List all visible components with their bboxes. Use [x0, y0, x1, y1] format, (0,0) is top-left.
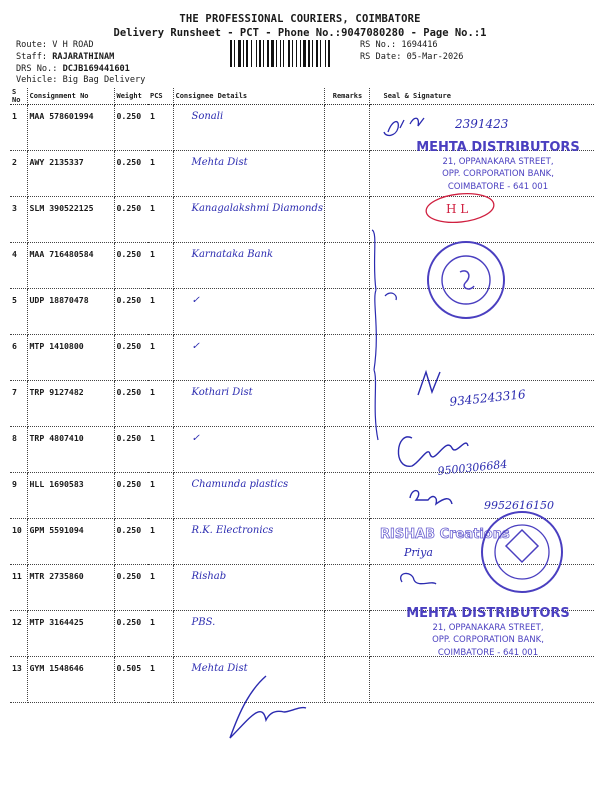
- priya-signature: Priya: [404, 546, 433, 559]
- row-consignee: Kanagalakshmi Diamonds: [173, 197, 324, 243]
- table-row: [10, 197, 594, 243]
- route-label: Route: V H ROAD: [16, 40, 94, 50]
- vehicle-label: Vehicle: Big Bag Delivery: [16, 75, 146, 85]
- row-sno: 9: [10, 473, 27, 519]
- row-consignee: Rishab: [173, 565, 324, 611]
- table-row: [10, 657, 594, 703]
- table-header: [10, 88, 594, 105]
- hl-initials: H L: [446, 202, 469, 216]
- row-remarks: [324, 151, 369, 197]
- table-row: [10, 335, 594, 381]
- row-seal: [369, 335, 594, 381]
- rishab-stamp: RISHAB Creations: [380, 527, 510, 542]
- table-row: [10, 611, 594, 657]
- runsheet-subtitle: Delivery Runsheet - PCT - Phone No.:9047080280 - Page No.:1: [113, 27, 487, 39]
- table-row: [10, 519, 594, 565]
- row-remarks: [324, 565, 369, 611]
- row-pcs: 1: [148, 105, 173, 151]
- row-sno: 2: [10, 151, 27, 197]
- row-consignment: AWY 2135337: [27, 151, 114, 197]
- row-pcs: 1: [148, 611, 173, 657]
- row-consignment: GYM 1548646: [27, 657, 114, 703]
- row-sno: 10: [10, 519, 27, 565]
- row-seal: [369, 151, 594, 197]
- row-sno: 1: [10, 105, 27, 151]
- row-consignee: Mehta Dist: [173, 151, 324, 197]
- col-consignment: Consignment No: [27, 88, 114, 105]
- row-consignee: ✓: [173, 427, 324, 473]
- rs-number: RS No.: 1694416: [360, 40, 438, 50]
- col-consignee: Consignee Details: [173, 88, 324, 105]
- table-row: [10, 289, 594, 335]
- row-seal: [369, 243, 594, 289]
- barcode: [230, 40, 355, 67]
- row1-phone: 2391423: [455, 117, 509, 131]
- row-pcs: 1: [148, 335, 173, 381]
- row-weight: 0.250: [114, 197, 148, 243]
- row-pcs: 1: [148, 243, 173, 289]
- row-remarks: [324, 335, 369, 381]
- row-remarks: [324, 473, 369, 519]
- row-seal: [369, 473, 594, 519]
- row-weight: 0.250: [114, 243, 148, 289]
- row-remarks: [324, 289, 369, 335]
- row-sno: 13: [10, 657, 27, 703]
- row9-phone: 9500306684: [436, 457, 508, 478]
- row-seal: [369, 427, 594, 473]
- row-seal: [369, 105, 594, 151]
- row10-phone: 9952616150: [484, 499, 554, 512]
- row-sno: 3: [10, 197, 27, 243]
- table-row: [10, 243, 594, 289]
- row-consignee: R.K. Electronics: [173, 519, 324, 565]
- svg-text:21, OPPANAKARA STREET,: 21, OPPANAKARA STREET,: [432, 623, 544, 633]
- row-sno: 11: [10, 565, 27, 611]
- col-weight: Weight: [114, 88, 148, 105]
- row-consignment: HLL 1690583: [27, 473, 114, 519]
- svg-text:MEHTA DISTRIBUTORS: MEHTA DISTRIBUTORS: [416, 140, 580, 155]
- row-weight: 0.250: [114, 151, 148, 197]
- row-seal: [369, 519, 594, 565]
- row-pcs: 1: [148, 151, 173, 197]
- rs-date: RS Date: 05-Mar-2026: [360, 52, 464, 62]
- row-pcs: 1: [148, 381, 173, 427]
- table-row: [10, 565, 594, 611]
- row-pcs: 1: [148, 565, 173, 611]
- row-consignment: TRP 4807410: [27, 427, 114, 473]
- row-remarks: [324, 381, 369, 427]
- row8-phone: 9345243316: [448, 387, 527, 409]
- row-consignment: MTP 3164425: [27, 611, 114, 657]
- row-seal: [369, 611, 594, 657]
- row-pcs: 1: [148, 657, 173, 703]
- row-seal: [369, 657, 594, 703]
- row-weight: 0.505: [114, 657, 148, 703]
- svg-text:COIMBATORE - 641 001: COIMBATORE - 641 001: [437, 648, 539, 658]
- row-remarks: [324, 611, 369, 657]
- row-consignment: UDP 18870478: [27, 289, 114, 335]
- drs-number: DCJB169441601: [62, 64, 130, 74]
- row-weight: 0.250: [114, 519, 148, 565]
- row-consignment: TRP 9127482: [27, 381, 114, 427]
- row-consignment: MTR 2735860: [27, 565, 114, 611]
- row-consignee: Mehta Dist: [173, 657, 324, 703]
- col-seal-signature: Seal & Signature: [369, 88, 594, 105]
- row-weight: 0.250: [114, 289, 148, 335]
- staff-name: RAJARATHINAM: [52, 52, 115, 62]
- row-remarks: [324, 105, 369, 151]
- row-sno: 7: [10, 381, 27, 427]
- runsheet-table: [10, 88, 594, 703]
- row-sno: 8: [10, 427, 27, 473]
- row-weight: 0.250: [114, 611, 148, 657]
- staff-label: Staff:: [16, 52, 53, 62]
- row-seal: [369, 289, 594, 335]
- row-weight: 0.250: [114, 565, 148, 611]
- row-seal: [369, 381, 594, 427]
- table-row: [10, 381, 594, 427]
- row-sno: 5: [10, 289, 27, 335]
- row-remarks: [324, 243, 369, 289]
- col-pcs: PCS: [148, 88, 173, 105]
- row-sno: 4: [10, 243, 27, 289]
- row-consignment: MAA 578601994: [27, 105, 114, 151]
- row-weight: 0.250: [114, 427, 148, 473]
- row-weight: 0.250: [114, 381, 148, 427]
- row-consignment: MAA 716480584: [27, 243, 114, 289]
- svg-text:OPP. CORPORATION BANK,: OPP. CORPORATION BANK,: [432, 635, 544, 645]
- row-weight: 0.250: [114, 335, 148, 381]
- drs-line: [16, 64, 130, 74]
- drs-label: DRS No.:: [16, 64, 63, 74]
- row-consignee: Chamunda plastics: [173, 473, 324, 519]
- row-pcs: 1: [148, 519, 173, 565]
- row-remarks: [324, 427, 369, 473]
- svg-text:COIMBATORE - 641 001: COIMBATORE - 641 001: [447, 182, 549, 192]
- row-sno: 12: [10, 611, 27, 657]
- table-row: [10, 473, 594, 519]
- col-remarks: Remarks: [324, 88, 369, 105]
- svg-text:OPP. CORPORATION BANK,: OPP. CORPORATION BANK,: [442, 169, 554, 179]
- table-row: [10, 151, 594, 197]
- row-pcs: 1: [148, 289, 173, 335]
- row-consignee: ✓: [173, 335, 324, 381]
- svg-text:21, OPPANAKARA STREET,: 21, OPPANAKARA STREET,: [442, 157, 554, 167]
- row-consignment: GPM 5591094: [27, 519, 114, 565]
- table-row: [10, 105, 594, 151]
- row-consignee: PBS.: [173, 611, 324, 657]
- row-consignee: ✓: [173, 289, 324, 335]
- row-consignment: MTP 1410800: [27, 335, 114, 381]
- row-consignee: Karnataka Bank: [173, 243, 324, 289]
- row-consignee: Kothari Dist: [173, 381, 324, 427]
- row-weight: 0.250: [114, 473, 148, 519]
- col-sno: S No: [10, 88, 27, 105]
- row-pcs: 1: [148, 197, 173, 243]
- row-seal: [369, 197, 594, 243]
- row-pcs: 1: [148, 473, 173, 519]
- company-title: THE PROFESSIONAL COURIERS, COIMBATORE: [179, 13, 421, 25]
- row-consignment: SLM 390522125: [27, 197, 114, 243]
- row-remarks: [324, 657, 369, 703]
- row-pcs: 1: [148, 427, 173, 473]
- row-remarks: [324, 197, 369, 243]
- row-weight: 0.250: [114, 105, 148, 151]
- row-seal: [369, 565, 594, 611]
- row-remarks: [324, 519, 369, 565]
- table-row: [10, 427, 594, 473]
- staff-line: [16, 52, 114, 62]
- row-sno: 6: [10, 335, 27, 381]
- row-consignee: Sonali: [173, 105, 324, 151]
- svg-text:MEHTA DISTRIBUTORS: MEHTA DISTRIBUTORS: [406, 606, 570, 621]
